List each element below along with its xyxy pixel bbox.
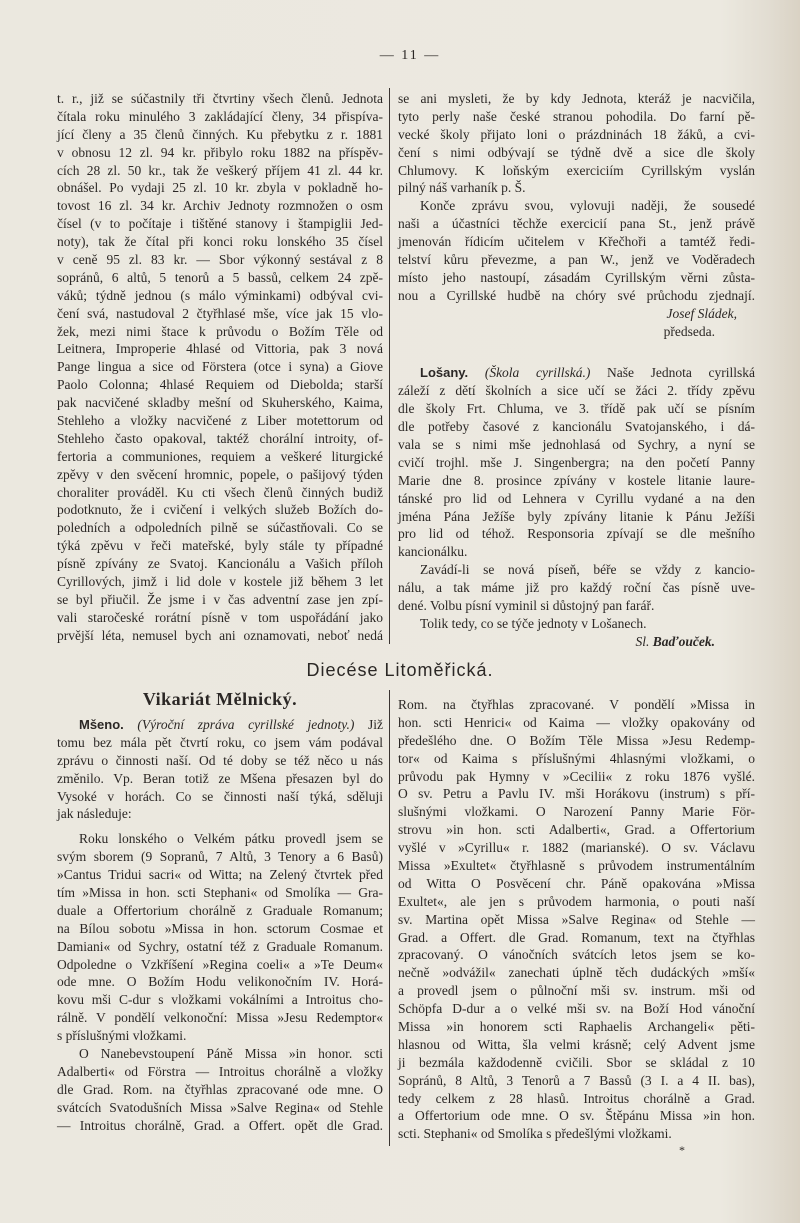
text-line: zpracovaný. O vánočních svátcích letos jsem se ko- bbox=[398, 947, 755, 963]
text-line: žek, mezi nimi štace k průvodu o Božím Těle od bbox=[57, 323, 383, 339]
top-right-column bbox=[398, 90, 755, 651]
text-line: tovost 16 zl. 34 kr. Archiv Jednoty rozmnožen o osm bbox=[57, 198, 383, 214]
paragraph bbox=[57, 90, 383, 645]
text-line: dle Grad. Rom. na čtyřhlas zpracované ode mne. O bbox=[57, 1081, 383, 1097]
text-line: Leitnera, Improperie 4hlasé od Vittoria, pak 3 nová bbox=[57, 341, 383, 357]
text-line: vali staročeské rorátní písně v tom uspořádání jako bbox=[57, 609, 383, 625]
column-divider-bottom bbox=[389, 690, 390, 1146]
text-line: předešlého dne. O Božím Těle Missa »Jesu Redemp- bbox=[398, 732, 755, 748]
bottom-left-column bbox=[57, 688, 383, 1134]
page-number: — 11 — bbox=[379, 48, 441, 63]
text-line: rálně. V pondělí velkonoční: Missa »Jesu Redemptor« bbox=[57, 1010, 383, 1026]
text-line: ode mne. O Božím Hodu velikonočním IV. Horá- bbox=[57, 974, 383, 990]
text-line: Tolik tedy, co se týče jednoty v Lošanech. bbox=[420, 615, 647, 631]
column-divider-top bbox=[389, 88, 390, 644]
text-line: jména Pána Ježíše byly zpívány litanie k Pánu Ježíši bbox=[398, 508, 755, 524]
text-line: — Introitus chorálně, Grad. a Offert. opět dle Grad. bbox=[57, 1117, 383, 1133]
text-line: se byl přiučil. Že jsme i v čas adventní zase jen zpí- bbox=[57, 591, 383, 607]
entry-subtitle: (Škola cyrillská.) bbox=[468, 365, 591, 381]
paragraph bbox=[398, 364, 755, 561]
text-line: čení s nimi odbývají se týdně dvě a sice dle školy bbox=[398, 144, 755, 160]
text-line: poledních a odpoledních pilně se súčastňovali. Co se bbox=[57, 520, 383, 536]
text-line: cích 28 zl. 50 kr., tak že veškerý příjem 41 zl. 44 kr. bbox=[57, 162, 383, 178]
signature-text: předseda. bbox=[663, 323, 715, 339]
text-line: tomu bez mála pět čtvrtí roku, co jsem vám podával bbox=[57, 734, 383, 750]
text-line bbox=[398, 364, 755, 382]
text-line: cvičí trojhl. mše J. Singenbergra; na den početí Panny bbox=[398, 454, 755, 470]
text-line: Exultet«, ale jen s průvodem harmonia, o pouti naší bbox=[398, 893, 755, 909]
text-line: hlasnou od Witta, šla velmi krásně; celý Advent jsme bbox=[398, 1036, 755, 1052]
text-line: dle školy Frt. Chluma, ve 3. třídě pak učí se písním bbox=[398, 401, 755, 417]
text-line: pro lid od téhož. Responsoria zpívají se dle mešního bbox=[398, 526, 755, 542]
text-line: Chlumovy. K loňským exerciciím Cyrillským vyslán bbox=[398, 162, 755, 178]
text-line: tor« od Kaima s příslušnými 4hlasnými vložkami, o bbox=[398, 750, 755, 766]
text-line: nečně »odvážil« zanechati úplně těch dudáckých »mší« bbox=[398, 965, 755, 981]
paragraph bbox=[398, 90, 755, 197]
text-segment: Naše Jednota cyrillská bbox=[590, 365, 755, 381]
text-line: nálu, a tak máme již pro každý roční čas písně uve- bbox=[398, 580, 755, 596]
text-line: na Bílou sobotu »Missa in hon. sctorum Cosmae et bbox=[57, 920, 383, 936]
text-line: místo jeho nastoupí, zásadám Cyrillským věrni zůsta- bbox=[398, 269, 755, 285]
text-line: choraliter prováděl. Ku cti všech členů činných budiž bbox=[57, 484, 383, 500]
text-line: Schöpfa D-dur a o velké mši sv. na Boží Hod vánoční bbox=[398, 1001, 755, 1017]
text-line: Zavádí-li se nová píseň, béře se vždy z kancio- bbox=[420, 562, 755, 578]
text-line: obnášel. Po vydaji 25 zl. 10 kr. zbyla v pokladně ho- bbox=[57, 180, 383, 196]
text-line: písně zpívány ze Svatoj. Kancionálu a Vašich příloh bbox=[57, 556, 383, 572]
text-line: dené. Volbu písní vyminil si důstojný pan farář. bbox=[398, 598, 655, 614]
text-line: Rom. na čtyřhlas zpracované. V pondělí »Missa in bbox=[398, 697, 755, 712]
signature bbox=[398, 633, 755, 651]
text-line: kovu mši C-dur s vložkami vokálními a Introitus cho- bbox=[57, 992, 383, 1008]
text-line: zpěvy v den svěcení hromnic, popele, o pašijový týden bbox=[57, 466, 383, 482]
bottom-left-body bbox=[57, 716, 383, 1134]
text-line: Pange lingua a sice od Förstera (otce i syna) a Giove bbox=[57, 359, 383, 375]
text-line: O Nanebevstoupení Páně Missa »in honor. scti bbox=[79, 1046, 383, 1062]
text-line: strovu »in hon. scti Adalberti«, Grad. a Offertorium bbox=[398, 822, 755, 838]
paragraph bbox=[57, 830, 383, 1045]
text-line: tyto perly naše české stranou pohodila. Do farní pě- bbox=[398, 108, 755, 124]
text-line: tánské pro lid od Lehnera v Cyrillu vydané a na den bbox=[398, 490, 755, 506]
text-line: čítala roku minulého 3 zakládající členy, 34 přispíva- bbox=[57, 108, 383, 124]
text-line: týká zpěvu v řeči mateřské, byly stále ty případné bbox=[57, 538, 383, 554]
text-line: telství kůru převezme, a pan W., jenž ve Voděradech bbox=[398, 252, 755, 268]
text-line: noty), tak že čítal při konci roku lonského 35 čísel bbox=[57, 234, 383, 250]
text-line: vyšlé v »Cyrillu« r. 1882 (marianské). O sv. Václavu bbox=[398, 840, 755, 856]
signature-text: Baďouček. bbox=[652, 633, 715, 649]
text-line: Grad. a Offert. dle Grad. Romanum, text na čtyřhlas bbox=[398, 929, 755, 945]
text-line: Cyrillových, jimž i lid dole v kostele již během 3 let bbox=[57, 574, 383, 590]
vikariat-heading: Vikariát Mělnický. bbox=[142, 689, 298, 709]
top-left-column bbox=[57, 90, 383, 645]
text-line: svým sborem (9 Sopranů, 7 Altů, 3 Tenory a 6 Basů) bbox=[57, 849, 383, 865]
text-line: v ceně 95 zl. 83 kr. — Sbor výkonný sestával z 8 bbox=[57, 252, 383, 268]
text-line: fertoria a communiones, requiem a veškeré liturgické bbox=[57, 448, 383, 464]
text-line: čení svá, nastudoval 2 čtyřhlasé mše, více jak 15 vlo- bbox=[57, 305, 383, 321]
text-line: Konče zprávu svou, vylovuji naději, že sousedé bbox=[420, 198, 755, 214]
paragraph bbox=[398, 197, 755, 304]
text-line: čísel (v to počítaje i tištěné stanovy i štampiglii Jed- bbox=[57, 216, 383, 232]
text-line: svátcích Svatodušních Missa »Salve Regina« od Stehle bbox=[57, 1099, 383, 1115]
signature-text: Josef Sládek, bbox=[666, 305, 737, 321]
text-line: záleží z dětí školních a sice učí se žáci 2. třídy zpěvu bbox=[398, 383, 755, 399]
text-line: se ani mysleti, že by kdy Jednota, kteráž je nacvičila, bbox=[398, 91, 755, 106]
paragraph bbox=[57, 716, 383, 823]
text-line: vecké školy přijato loni o prázdninách 18 žáků, a cvi- bbox=[398, 126, 755, 142]
text-line bbox=[57, 716, 383, 734]
text-line: jak následuje: bbox=[57, 806, 132, 822]
text-line: vala se s nimi mše jednohlasá od Sychry, a nyní se bbox=[398, 437, 755, 453]
entry-subtitle: (Výroční zpráva cyrillské jednoty.) bbox=[123, 717, 355, 732]
paragraph bbox=[398, 615, 755, 633]
text-line: Vysoké v horách. Co se činnosti naší týká, sděluji bbox=[57, 788, 383, 804]
text-line: pilný náš varhaník p. Š. bbox=[398, 180, 526, 196]
text-line: Marie dne 8. prosince zpívány v kostele litanie laure- bbox=[398, 472, 755, 488]
text-line: ji bezmála každodenně cvičili. Sbor se skládal z 10 bbox=[398, 1054, 755, 1070]
footer-asterisk: * bbox=[679, 1143, 685, 1157]
bottom-right-column bbox=[398, 696, 755, 1143]
text-line: sv. Martina opět Missa »Salve Regina« od Stehle — bbox=[398, 911, 755, 927]
text-line: jící členy a 35 členů činných. Ku přebytku z r. 1881 bbox=[57, 126, 383, 142]
text-segment: Již bbox=[354, 717, 383, 732]
text-line: duale a Offertorium chorálně z Graduale Romanum; bbox=[57, 902, 383, 918]
text-line: Stehleho často opakoval, taktéž chorální introity, of- bbox=[57, 430, 383, 446]
text-line: slušnými vložkami. O Narození Panny Marie För- bbox=[398, 804, 755, 820]
text-line: změnilo. Vp. Beran totiž ze Mšena přesazen byl do bbox=[57, 770, 383, 786]
signature bbox=[398, 323, 755, 341]
text-line: a provedl jsem o půlnoční mši sv. instrum. mši od bbox=[398, 983, 755, 999]
text-line: naši a účastníci těchže exercicií pana St., jenž právě bbox=[398, 216, 755, 232]
text-line: Missa »in honorem scti Raphaelis Archangeli« pěti- bbox=[398, 1019, 755, 1035]
paragraph bbox=[398, 561, 755, 615]
text-line: kancionálku. bbox=[398, 544, 468, 560]
text-line: podotknuto, že i cvičení i velkých služeb Božích do- bbox=[57, 502, 383, 518]
text-line: hon. scti Henrici« od Kaima — vložky opakovány od bbox=[398, 714, 755, 730]
text-line: jmenován řídicím učitelem v Křečhoři a tamtéž ředi- bbox=[398, 234, 755, 250]
signature bbox=[398, 305, 755, 323]
text-line: dle potřeby časové z kancionálu Svatojanského, i dá- bbox=[398, 419, 755, 435]
text-line: průvodu pak Hymny v »Cecilii« z roku 1876 vyšlé. bbox=[398, 768, 755, 784]
text-line: Stehleho a vložky nacvičené z Liber motettorum od bbox=[57, 413, 383, 429]
text-line: scti. Stephani« od Smolíka s předešlými vložkami. bbox=[398, 1126, 672, 1142]
text-line: a Offertorium ode mne. O sv. Štěpánu Missa »in hon. bbox=[398, 1108, 755, 1124]
text-line: Adalberti« od Förstra — Introitus chorálně a vložky bbox=[57, 1063, 383, 1079]
text-line: prvější léta, nemusel bych ani oznamovati, neboť nedá bbox=[57, 627, 383, 643]
text-line: od Witta O Posvěcení chr. Páně opakována »Missa bbox=[398, 875, 755, 891]
text-line: O sv. Petru a Pavlu IV. mši Horákovu (instrum) s pří- bbox=[398, 786, 755, 802]
text-line: t. r., již se súčastnily tři čtvrtiny všech členů. Jednota bbox=[57, 91, 383, 106]
text-line: v obnosu 12 zl. 94 kr. přibylo roku 1882 na příspěv- bbox=[57, 144, 383, 160]
text-line: tedy celkem z 28 hlasů. Introitus chorálně a Grad. bbox=[398, 1090, 755, 1106]
text-line: Roku lonského o Velkém pátku provedl jsem se bbox=[79, 831, 383, 847]
text-line: tím »Missa in hon. scti Stephani« od Smolíka — Gra- bbox=[57, 885, 383, 901]
text-line: Paolo Colonna; 4hlasé Requiem od Diebolda; starší bbox=[57, 377, 383, 393]
paragraph bbox=[57, 1045, 383, 1134]
text-line: Odpoledne o Vzkříšení »Regina coeli« a »Te Deum« bbox=[57, 956, 383, 972]
diocese-heading: Diecése Litoměřická. bbox=[306, 660, 494, 680]
text-line: Sopránů, 8 Altů, 3 Tenorů a 7 Bassů (3 I. a 4 II. bas), bbox=[398, 1072, 755, 1088]
entry-heading: Mšeno. bbox=[79, 717, 124, 732]
text-line: pak nacvičené skladby mešní od Skuherského, Kaima, bbox=[57, 395, 383, 411]
text-line: zprávu o činnosti naší. Od té doby se též něco u nás bbox=[57, 752, 383, 768]
signature-text: Sl. bbox=[635, 633, 653, 649]
text-line: sopránů, 6 altů, 5 tenorů a 5 bassů, celkem 24 zpě- bbox=[57, 269, 383, 285]
text-line: s příslušnými vložkami. bbox=[57, 1028, 187, 1044]
text-line: váků; týdně jednou (s málo výminkami) odbýval cvi- bbox=[57, 287, 383, 303]
text-line: »Cantus Tridui sacri« od Witta; na Zelený čtvrtek před bbox=[57, 867, 383, 883]
text-line: nou a Cyrillské hudbě na chóry své průchodu zjednají. bbox=[398, 287, 755, 303]
paragraph bbox=[398, 696, 755, 1143]
text-line: Missa »Exultet« čtyřhlasně s průvodem instrumentálním bbox=[398, 858, 755, 874]
text-line: Damiani« od Sychry, ostatní též z Graduale Romanum. bbox=[57, 938, 383, 954]
entry-heading: Lošany. bbox=[420, 365, 469, 381]
